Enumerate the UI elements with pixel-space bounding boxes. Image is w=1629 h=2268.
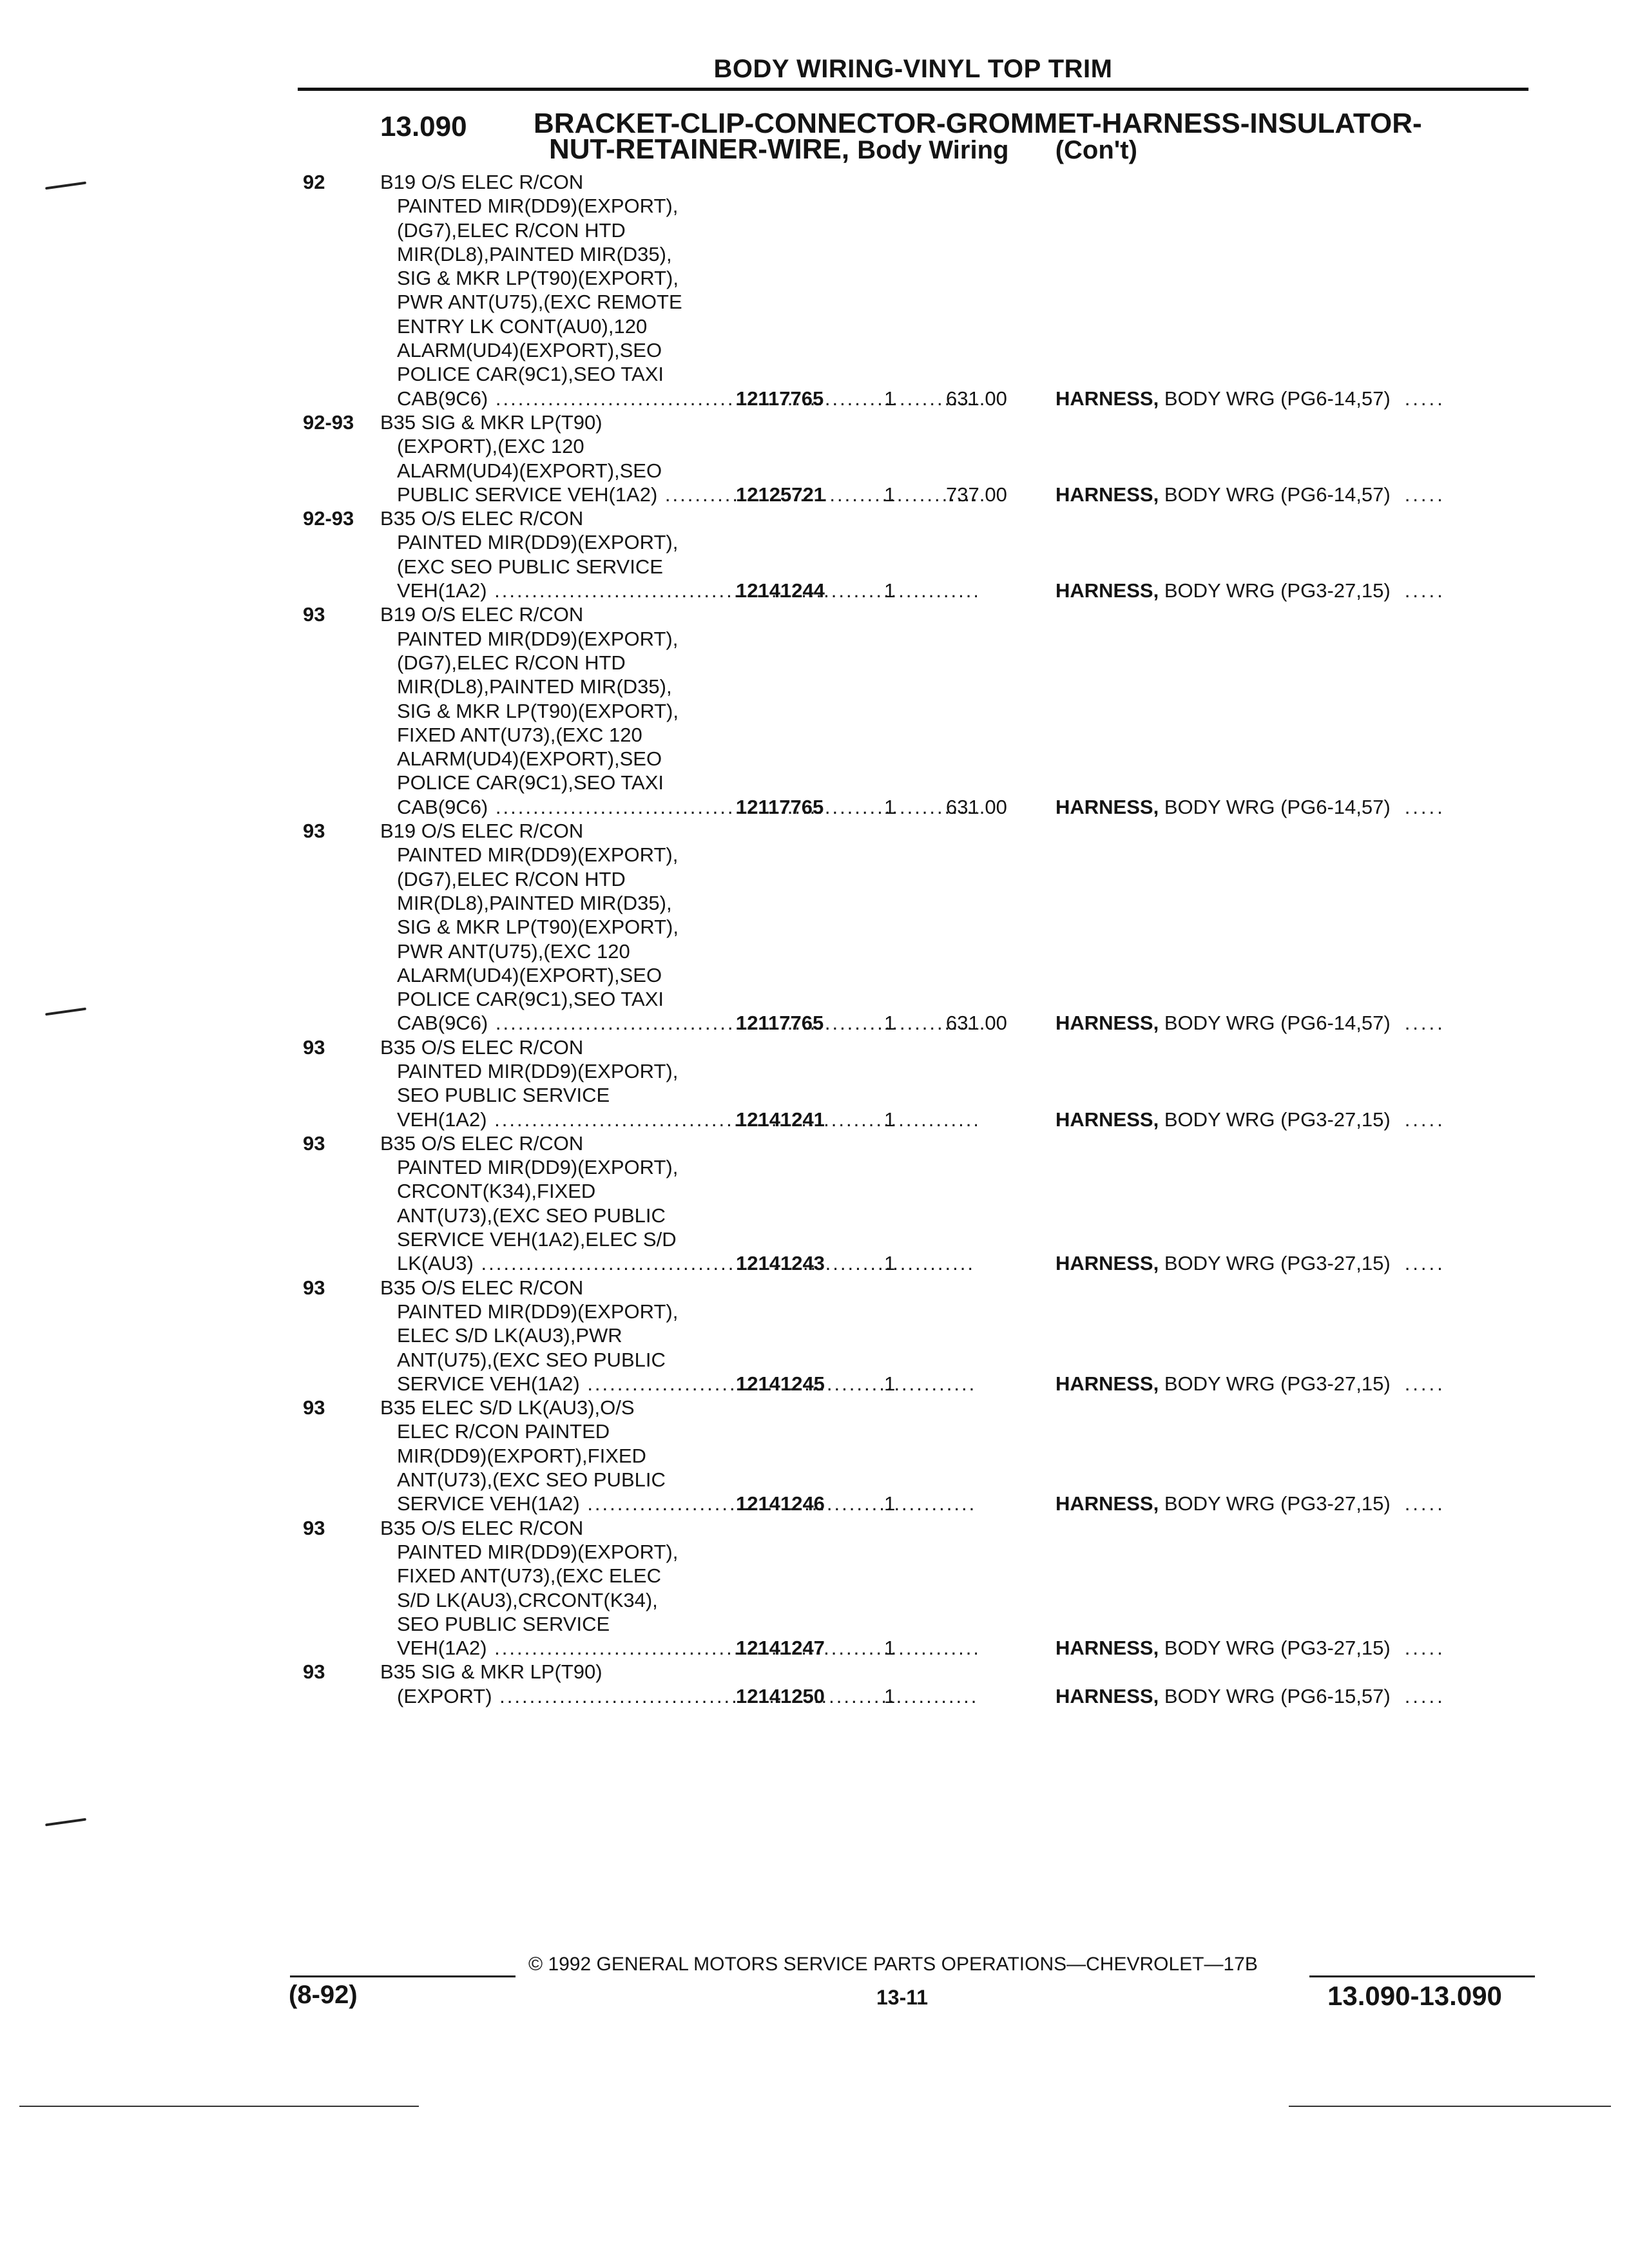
part-name: HARNESS,	[1055, 1252, 1159, 1275]
parts-list	[296, 170, 1540, 1708]
footer-rule-right	[1309, 1975, 1535, 1977]
price: 631.00	[946, 387, 1007, 410]
entry-year: 93	[303, 1396, 325, 1419]
parts-entry	[296, 1660, 1540, 1708]
entry-year: 93	[303, 820, 325, 843]
entry-usage-description	[380, 1516, 1025, 1660]
parts-entry	[296, 506, 1540, 602]
usage-line: B35 ELEC S/D LK(AU3),O/S	[380, 1396, 635, 1419]
footer-date: (8-92)	[289, 1981, 358, 2009]
usage-line: SERVICE VEH(1A2) .....	[380, 1492, 977, 1515]
leader-dots: .....	[1404, 1492, 1445, 1515]
usage-line: ANT(U73),(EXC SEO PUBLIC	[397, 1204, 666, 1227]
part-name: HARNESS,	[1055, 1684, 1159, 1707]
entry-usage-description	[380, 1276, 1025, 1396]
usage-line: ALARM(UD4)(EXPORT),SEO	[397, 747, 662, 771]
usage-line: SEO PUBLIC SERVICE	[397, 1612, 610, 1635]
part-detail: BODY WRG (PG3-27,15)	[1164, 1372, 1391, 1395]
part-number: 12117765	[736, 795, 824, 818]
entry-usage-description	[380, 410, 1025, 506]
page-title: BODY WIRING-VINYL TOP TRIM	[713, 55, 1113, 83]
part-description	[1055, 579, 1445, 602]
leader-dots: .....	[1404, 1684, 1445, 1707]
part-description	[1055, 1108, 1445, 1131]
leader-dots: .....	[1404, 1372, 1445, 1395]
usage-line: (EXPORT),(EXC 120	[397, 435, 584, 458]
usage-line: B19 O/S ELEC R/CON	[380, 603, 584, 626]
usage-line: PAINTED MIR(DD9)(EXPORT),	[397, 195, 679, 218]
usage-line: B35 O/S ELEC R/CON	[380, 1516, 584, 1539]
entry-usage-description	[380, 170, 1025, 410]
usage-line: MIR(DL8),PAINTED MIR(D35),	[397, 242, 672, 265]
parts-entry	[296, 1276, 1540, 1396]
usage-line: ALARM(UD4)(EXPORT),SEO	[397, 963, 662, 986]
margin-mark	[45, 182, 86, 190]
entry-year: 92-93	[303, 507, 354, 530]
part-description	[1055, 1251, 1445, 1275]
leader-dots: .....	[1404, 1108, 1445, 1131]
part-description	[1055, 387, 1445, 410]
margin-mark	[45, 1008, 86, 1016]
usage-line: LK(AU3) .....	[380, 1251, 977, 1275]
part-number: 12141247	[736, 1637, 825, 1660]
usage-line: PWR ANT(U75),(EXC REMOTE	[397, 291, 682, 314]
section-title-line2-wrap	[534, 133, 1500, 165]
entry-year: 93	[303, 1035, 325, 1059]
usage-line: SIG & MKR LP(T90)(EXPORT),	[397, 267, 679, 290]
usage-line: SERVICE VEH(1A2),ELEC S/D	[397, 1228, 677, 1251]
quantity: 1	[884, 1012, 896, 1035]
part-number: 12141250	[736, 1684, 825, 1707]
usage-line: (DG7),ELEC R/CON HTD	[397, 218, 626, 242]
usage-line: B35 O/S ELEC R/CON	[380, 1276, 584, 1299]
part-name: HARNESS,	[1055, 1372, 1159, 1395]
leader-dots: .....	[1404, 1012, 1445, 1035]
part-name: HARNESS,	[1055, 579, 1159, 602]
leader-dots: .....	[1404, 795, 1445, 818]
usage-line: PAINTED MIR(DD9)(EXPORT),	[397, 1300, 679, 1323]
usage-line: SEO PUBLIC SERVICE	[397, 1084, 610, 1107]
usage-line: PAINTED MIR(DD9)(EXPORT),	[397, 1156, 679, 1179]
usage-line: PWR ANT(U75),(EXC 120	[397, 939, 630, 963]
section-continued: (Con't)	[1055, 136, 1137, 164]
usage-line: FIXED ANT(U73),(EXC ELEC	[397, 1564, 661, 1588]
part-name: HARNESS,	[1055, 483, 1159, 506]
part-description	[1055, 1492, 1445, 1515]
entry-usage-description	[380, 1396, 1025, 1515]
section-title-subject: Body Wiring	[857, 136, 1009, 164]
usage-line: CRCONT(K34),FIXED	[397, 1180, 596, 1203]
entry-year: 93	[303, 1131, 325, 1155]
part-name: HARNESS,	[1055, 1012, 1159, 1035]
part-name: HARNESS,	[1055, 387, 1159, 410]
part-detail: BODY WRG (PG3-27,15)	[1164, 1637, 1391, 1660]
part-detail: BODY WRG (PG6-14,57)	[1164, 483, 1391, 506]
part-number: 12141246	[736, 1492, 825, 1515]
part-name: HARNESS,	[1055, 1492, 1159, 1515]
entry-year: 93	[303, 1660, 325, 1684]
usage-line: SERVICE VEH(1A2) .....	[380, 1372, 977, 1396]
entry-year: 93	[303, 1516, 325, 1539]
leader-dots: .....	[1404, 483, 1445, 506]
usage-line: PAINTED MIR(DD9)(EXPORT),	[397, 1540, 679, 1563]
usage-line: ELEC S/D LK(AU3),PWR	[397, 1324, 622, 1347]
entry-usage-description	[380, 819, 1025, 1035]
usage-line: ANT(U73),(EXC SEO PUBLIC	[397, 1468, 666, 1492]
part-detail: BODY WRG (PG3-27,15)	[1164, 579, 1391, 602]
usage-line: VEH(1A2) .....	[380, 1108, 977, 1131]
entry-year: 93	[303, 1276, 325, 1299]
usage-line: POLICE CAR(9C1),SEO TAXI	[397, 363, 664, 386]
footer-page-number: 13-11	[876, 1986, 929, 2009]
title-rule	[298, 88, 1528, 91]
usage-line: B35 SIG & MKR LP(T90)	[380, 410, 602, 434]
part-description	[1055, 1684, 1445, 1708]
usage-line: FIXED ANT(U73),(EXC 120	[397, 723, 642, 746]
usage-line: MIR(DD9)(EXPORT),FIXED	[397, 1444, 646, 1467]
quantity: 1	[884, 579, 896, 602]
usage-line: ALARM(UD4)(EXPORT),SEO	[397, 339, 662, 362]
quantity: 1	[884, 483, 896, 506]
price: 631.00	[946, 1012, 1007, 1035]
section-number: 13.090	[380, 111, 467, 142]
price: 737.00	[946, 483, 1007, 506]
usage-line: B35 SIG & MKR LP(T90)	[380, 1660, 602, 1684]
section-title	[534, 108, 1500, 165]
usage-line: ANT(U75),(EXC SEO PUBLIC	[397, 1348, 666, 1371]
entry-usage-description	[380, 1035, 1025, 1131]
part-number: 12141245	[736, 1372, 825, 1395]
part-description	[1055, 1011, 1445, 1035]
usage-line: PAINTED MIR(DD9)(EXPORT),	[397, 531, 679, 554]
part-name: HARNESS,	[1055, 1637, 1159, 1660]
part-detail: BODY WRG (PG3-27,15)	[1164, 1108, 1391, 1131]
quantity: 1	[884, 795, 896, 818]
page-header	[298, 53, 1528, 91]
usage-line: (DG7),ELEC R/CON HTD	[397, 867, 626, 890]
quantity: 1	[884, 1372, 896, 1395]
section-title-line2: NUT-RETAINER-WIRE,	[549, 133, 850, 165]
quantity: 1	[884, 1108, 896, 1131]
usage-line: B35 O/S ELEC R/CON	[380, 1131, 584, 1155]
usage-line: PUBLIC SERVICE VEH(1A2) .....	[380, 483, 977, 506]
part-detail: BODY WRG (PG6-14,57)	[1164, 387, 1391, 410]
usage-line: VEH(1A2) .....	[380, 1636, 977, 1660]
part-description	[1055, 1372, 1445, 1396]
entry-usage-description	[380, 602, 1025, 819]
quantity: 1	[884, 1492, 896, 1515]
usage-line: CAB(9C6) .....	[380, 1011, 977, 1035]
usage-line: (DG7),ELEC R/CON HTD	[397, 651, 626, 674]
usage-line: (EXPORT) .....	[380, 1684, 977, 1708]
parts-entry	[296, 170, 1540, 410]
entry-usage-description	[380, 506, 1025, 602]
part-detail: BODY WRG (PG6-15,57)	[1164, 1684, 1391, 1707]
part-number: 12117765	[736, 387, 824, 410]
part-number: 12141243	[736, 1252, 825, 1275]
parts-entry	[296, 410, 1540, 506]
leader-dots: .....	[1404, 1637, 1445, 1660]
usage-line: PAINTED MIR(DD9)(EXPORT),	[397, 843, 679, 867]
quantity: 1	[884, 1684, 896, 1707]
entry-year: 93	[303, 603, 325, 626]
part-detail: BODY WRG (PG6-14,57)	[1164, 795, 1391, 818]
usage-line: B19 O/S ELEC R/CON	[380, 820, 584, 843]
margin-mark	[45, 1818, 86, 1827]
entry-usage-description	[380, 1660, 1025, 1708]
part-description	[1055, 1636, 1445, 1660]
usage-line: MIR(DL8),PAINTED MIR(D35),	[397, 891, 672, 914]
usage-line: POLICE CAR(9C1),SEO TAXI	[397, 988, 664, 1011]
footer-section-range: 13.090-13.090	[1327, 1981, 1502, 2011]
part-detail: BODY WRG (PG6-14,57)	[1164, 1012, 1391, 1035]
usage-line: SIG & MKR LP(T90)(EXPORT),	[397, 699, 679, 722]
footer-copyright: © 1992 GENERAL MOTORS SERVICE PARTS OPERATIONS—CHEVROLET—17B	[528, 1954, 1258, 1975]
parts-entry	[296, 602, 1540, 819]
quantity: 1	[884, 1637, 896, 1660]
section-title-line1: BRACKET-CLIP-CONNECTOR-GROMMET-HARNESS-INSULATOR-	[534, 108, 1422, 139]
bottom-rule-left	[19, 2106, 419, 2107]
part-description	[1055, 795, 1445, 819]
part-description	[1055, 483, 1445, 506]
usage-line: B35 O/S ELEC R/CON	[380, 507, 584, 530]
usage-line: PAINTED MIR(DD9)(EXPORT),	[397, 627, 679, 650]
price: 631.00	[946, 795, 1007, 818]
usage-line: PAINTED MIR(DD9)(EXPORT),	[397, 1059, 679, 1082]
bottom-rule-right	[1289, 2106, 1611, 2107]
entry-usage-description	[380, 1131, 1025, 1276]
usage-line: B19 O/S ELEC R/CON	[380, 171, 584, 193]
entry-year: 92-93	[303, 410, 354, 434]
usage-line: S/D LK(AU3),CRCONT(K34),	[397, 1588, 658, 1611]
leader-dots: .....	[1404, 1252, 1445, 1275]
parts-entry	[296, 1396, 1540, 1515]
parts-entry	[296, 1516, 1540, 1660]
usage-line: VEH(1A2) .....	[380, 579, 977, 602]
part-name: HARNESS,	[1055, 795, 1159, 818]
parts-entry	[296, 1131, 1540, 1276]
part-name: HARNESS,	[1055, 1108, 1159, 1131]
parts-entry	[296, 1035, 1540, 1131]
part-number: 12141241	[736, 1108, 825, 1131]
usage-line: CAB(9C6) .....	[380, 795, 977, 819]
quantity: 1	[884, 1252, 896, 1275]
usage-line: POLICE CAR(9C1),SEO TAXI	[397, 771, 664, 794]
usage-line: ENTRY LK CONT(AU0),120	[397, 314, 648, 338]
usage-line: ALARM(UD4)(EXPORT),SEO	[397, 459, 662, 482]
parts-entry	[296, 819, 1540, 1035]
entry-year: 92	[303, 171, 325, 193]
part-number: 12125721	[736, 483, 825, 506]
part-detail: BODY WRG (PG3-27,15)	[1164, 1252, 1391, 1275]
footer-rule-left	[290, 1975, 516, 1977]
leader-dots: .....	[1404, 579, 1445, 602]
part-number: 12141244	[736, 579, 825, 602]
usage-line: B35 O/S ELEC R/CON	[380, 1035, 584, 1059]
usage-line: ELEC R/CON PAINTED	[397, 1420, 610, 1443]
usage-line: (EXC SEO PUBLIC SERVICE	[397, 555, 663, 578]
quantity: 1	[884, 387, 896, 410]
usage-line: MIR(DL8),PAINTED MIR(D35),	[397, 675, 672, 698]
usage-line: CAB(9C6) .....	[380, 387, 977, 410]
part-number: 12117765	[736, 1012, 824, 1035]
usage-line: SIG & MKR LP(T90)(EXPORT),	[397, 916, 679, 939]
leader-dots: .....	[1404, 387, 1445, 410]
part-detail: BODY WRG (PG3-27,15)	[1164, 1492, 1391, 1515]
